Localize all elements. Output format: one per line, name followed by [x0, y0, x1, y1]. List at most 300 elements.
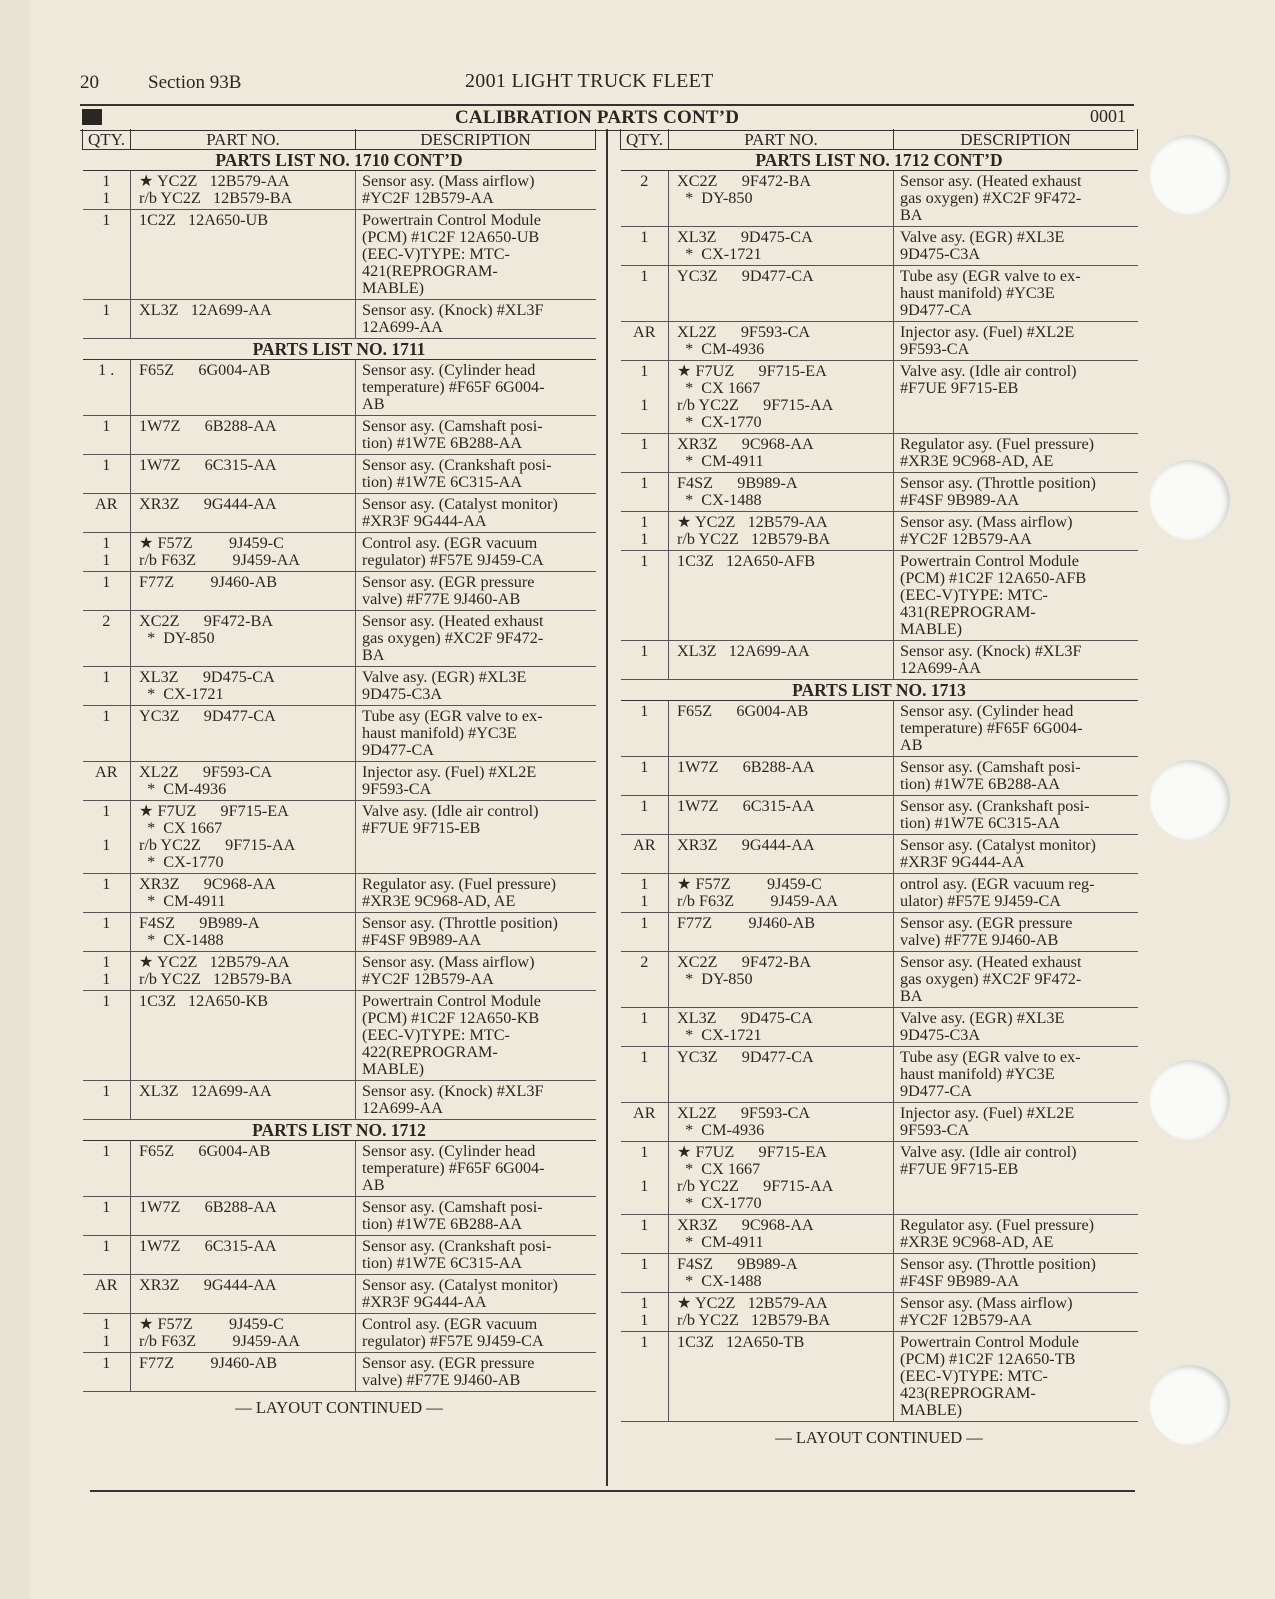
- description-cell-line: Powertrain Control Module: [900, 1333, 1079, 1351]
- part-no-cell-line: * CM-4936: [677, 1121, 765, 1139]
- right-parts-table: [620, 129, 1138, 1422]
- description-cell-line: Sensor asy. (Catalyst monitor): [900, 836, 1096, 854]
- qty-cell-line: 1: [102, 417, 111, 435]
- description-cell-line: 12A699-AA: [900, 659, 981, 677]
- description-cell-line: #YC2F 12B579-AA: [362, 970, 494, 988]
- part-no-cell-line: F77Z 9J460-AB: [677, 914, 816, 932]
- part-no-cell-line: 1C3Z 12A650-TB: [677, 1333, 805, 1351]
- calibration-banner: [80, 104, 1134, 131]
- part-no-cell-line: r/b YC2Z 12B579-BA: [677, 530, 831, 548]
- description-cell-line: (PCM) #1C2F 12A650-TB: [900, 1350, 1076, 1368]
- qty-cell-line: 1: [102, 551, 111, 569]
- description-cell-line: Tube asy (EGR valve to ex-: [900, 1048, 1081, 1066]
- part-no-cell: [131, 1314, 356, 1353]
- description-cell-line: Sensor asy. (Heated exhaust: [900, 953, 1082, 971]
- description-cell-line: Sensor asy. (Mass airflow): [362, 172, 535, 190]
- qty-cell-line: [625, 414, 665, 431]
- description-cell-line: 9D475-C3A: [900, 245, 981, 263]
- description-cell: [894, 171, 1138, 227]
- binder-hole: [1150, 1365, 1230, 1445]
- parts-list-title: PARTS LIST NO. 1712: [83, 1120, 596, 1141]
- qty-cell: [621, 434, 669, 473]
- part-no-cell-line: ★ F57Z 9J459-C: [139, 534, 284, 552]
- description-cell-line: tion) #1W7E 6B288-AA: [362, 1215, 523, 1233]
- document-title: 2001 LIGHT TRUCK FLEET: [465, 70, 714, 92]
- part-no-cell-line: XL3Z 9D475-CA: [677, 228, 813, 246]
- left-parts-body: [83, 150, 596, 1392]
- part-no-cell: [669, 361, 894, 434]
- table-row: [621, 322, 1138, 361]
- part-no-cell-line: ★ F7UZ 9F715-EA: [139, 802, 289, 820]
- description-cell-line: Sensor asy. (Cylinder head: [362, 1142, 536, 1160]
- description-cell: [356, 416, 596, 455]
- table-row: [621, 1254, 1138, 1293]
- description-cell-line: 423(REPROGRAM-: [900, 1384, 1036, 1402]
- qty-cell-line: 1: [102, 172, 111, 190]
- part-no-cell-line: 1W7Z 6B288-AA: [139, 417, 277, 435]
- table-row: [621, 913, 1138, 952]
- part-no-cell-line: * CM-4936: [139, 780, 227, 798]
- qty-cell-line: 1: [640, 552, 649, 570]
- qty-cell-line: 2: [640, 172, 649, 190]
- part-no-cell: [669, 1008, 894, 1047]
- description-cell-line: valve) #F77E 9J460-AB: [362, 590, 521, 608]
- qty-cell: [621, 1332, 669, 1422]
- description-cell-line: Sensor asy. (Camshaft posi-: [362, 417, 543, 435]
- description-cell-line: Sensor asy. (Catalyst monitor): [362, 495, 558, 513]
- part-no-cell: [131, 1353, 356, 1392]
- description-cell: [894, 361, 1138, 434]
- description-cell: [356, 572, 596, 611]
- description-cell-line: temperature) #F65F 6G004-: [362, 1159, 545, 1177]
- table-row: [83, 494, 596, 533]
- table-row: [621, 434, 1138, 473]
- qty-cell-line: 1: [102, 1082, 111, 1100]
- qty-cell: [83, 1141, 131, 1197]
- description-cell-line: haust manifold) #YC3E: [900, 284, 1055, 302]
- description-cell: [894, 1215, 1138, 1254]
- part-no-cell-line: XR3Z 9C968-AA: [677, 1216, 814, 1234]
- part-no-cell-line: XL3Z 12A699-AA: [139, 1082, 272, 1100]
- table-row: [621, 473, 1138, 512]
- qty-cell: [83, 1275, 131, 1314]
- part-no-cell: [131, 416, 356, 455]
- part-no-cell: [669, 512, 894, 551]
- description-cell-line: valve) #F77E 9J460-AB: [900, 931, 1059, 949]
- part-no-cell-line: * DY-850: [139, 629, 215, 647]
- description-cell-line: haust manifold) #YC3E: [900, 1065, 1055, 1083]
- description-cell-line: Sensor asy. (Mass airflow): [362, 953, 535, 971]
- description-cell-line: Regulator asy. (Fuel pressure): [900, 1216, 1095, 1234]
- qty-cell: [83, 913, 131, 952]
- part-no-cell: [669, 434, 894, 473]
- description-cell-line: tion) #1W7E 6C315-AA: [362, 1254, 523, 1272]
- qty-cell-line: 1: [102, 1142, 111, 1160]
- qty-cell-line: 1: [102, 992, 111, 1010]
- part-no-cell-line: XC2Z 9F472-BA: [677, 953, 812, 971]
- description-cell: [356, 1314, 596, 1353]
- qty-cell: [621, 473, 669, 512]
- description-cell-line: Sensor asy. (Heated exhaust: [900, 172, 1082, 190]
- description-cell-line: AB: [900, 736, 923, 754]
- qty-cell: [621, 171, 669, 227]
- binder-hole: [1150, 460, 1230, 540]
- description-cell-line: Sensor asy. (EGR pressure: [900, 914, 1073, 932]
- qty-cell: [83, 667, 131, 706]
- part-no-cell-line: YC3Z 9D477-CA: [139, 707, 276, 725]
- description-cell-line: (EEC-V)TYPE: MTC-: [900, 1367, 1048, 1385]
- part-no-cell-line: YC3Z 9D477-CA: [677, 1048, 814, 1066]
- part-no-cell: [131, 874, 356, 913]
- part-no-cell-line: * CX-1488: [139, 931, 224, 949]
- part-no-cell-line: XC2Z 9F472-BA: [677, 172, 812, 190]
- part-no-cell: [131, 991, 356, 1081]
- description-cell: [894, 874, 1138, 913]
- table-row: [621, 835, 1138, 874]
- table-row: [621, 641, 1138, 680]
- description-cell: [894, 1103, 1138, 1142]
- part-no-cell-line: * CX 1667: [677, 379, 761, 397]
- qty-cell: [83, 572, 131, 611]
- part-no-cell-line: r/b YC2Z 9F715-AA: [677, 396, 834, 414]
- part-no-cell: [669, 952, 894, 1008]
- description-cell-line: Sensor asy. (Heated exhaust: [362, 612, 544, 630]
- description-cell-line: #XR3E 9C968-AD, AE: [900, 1233, 1054, 1251]
- description-cell: [894, 1254, 1138, 1293]
- description-header: DESCRIPTION: [356, 129, 596, 150]
- part-no-cell-line: * CM-4911: [677, 1233, 764, 1251]
- description-cell-line: 9D475-C3A: [900, 1026, 981, 1044]
- part-no-cell-line: XC2Z 9F472-BA: [139, 612, 274, 630]
- part-no-cell: [669, 1103, 894, 1142]
- part-no-cell: [131, 1275, 356, 1314]
- part-no-cell-line: 1C2Z 12A650-UB: [139, 211, 269, 229]
- description-cell: [356, 874, 596, 913]
- description-cell: [894, 473, 1138, 512]
- part-no-cell: [131, 171, 356, 210]
- description-cell-line: tion) #1W7E 6B288-AA: [900, 775, 1061, 793]
- description-cell-line: #YC2F 12B579-AA: [900, 1311, 1032, 1329]
- part-no-cell-line: F77Z 9J460-AB: [139, 573, 278, 591]
- qty-cell-line: AR: [95, 763, 118, 781]
- description-cell: [894, 1008, 1138, 1047]
- description-cell-line: Powertrain Control Module: [900, 552, 1079, 570]
- table-row: [621, 1008, 1138, 1047]
- table-row: [83, 533, 596, 572]
- qty-cell-line: 1: [640, 530, 649, 548]
- qty-cell: [83, 171, 131, 210]
- part-no-cell-line: XL3Z 9D475-CA: [139, 668, 275, 686]
- qty-cell-line: 2: [102, 612, 111, 630]
- description-cell-line: BA: [362, 646, 385, 664]
- table-row: [83, 801, 596, 874]
- qty-cell: [621, 322, 669, 361]
- part-no-cell-line: ★ F7UZ 9F715-EA: [677, 1143, 827, 1161]
- qty-cell-line: 1: [640, 435, 649, 453]
- qty-cell: [621, 361, 669, 434]
- description-cell-line: Control asy. (EGR vacuum: [362, 534, 538, 552]
- part-no-cell: [131, 455, 356, 494]
- table-row: [621, 1293, 1138, 1332]
- qty-cell-line: 1: [102, 1198, 111, 1216]
- description-cell: [894, 1293, 1138, 1332]
- qty-cell-line: 1: [102, 189, 111, 207]
- table-row: [83, 1275, 596, 1314]
- description-cell: [894, 434, 1138, 473]
- qty-cell: [83, 874, 131, 913]
- description-cell-line: Valve asy. (EGR) #XL3E: [362, 668, 527, 686]
- qty-cell: [621, 512, 669, 551]
- part-no-cell-line: * CX 1667: [139, 819, 223, 837]
- qty-cell: [83, 1197, 131, 1236]
- description-cell-line: Sensor asy. (Throttle position): [900, 474, 1096, 492]
- description-cell-line: #YC2F 12B579-AA: [362, 189, 494, 207]
- left-parts-column: [82, 129, 596, 1418]
- banner-code: 0001: [1090, 106, 1126, 126]
- table-row: [83, 667, 596, 706]
- description-cell-line: Valve asy. (EGR) #XL3E: [900, 228, 1065, 246]
- part-no-cell-line: r/b YC2Z 9F715-AA: [139, 836, 296, 854]
- description-cell-line: MABLE): [362, 1060, 425, 1078]
- binder-hole: [1150, 760, 1230, 840]
- description-cell: [894, 913, 1138, 952]
- description-cell-line: 9D477-CA: [900, 301, 972, 319]
- description-cell-line: 9D477-CA: [362, 741, 434, 759]
- part-no-cell: [669, 835, 894, 874]
- description-cell-line: Sensor asy. (Knock) #XL3F: [900, 642, 1082, 660]
- description-cell-line: Sensor asy. (Knock) #XL3F: [362, 1082, 544, 1100]
- qty-cell: [83, 706, 131, 762]
- description-cell-line: #F4SF 9B989-AA: [900, 1272, 1020, 1290]
- part-no-cell: [131, 1236, 356, 1275]
- description-cell-line: Injector asy. (Fuel) #XL2E: [900, 1104, 1075, 1122]
- table-row: [83, 1141, 596, 1197]
- part-no-cell-line: XR3Z 9G444-AA: [677, 836, 815, 854]
- part-no-header: PART NO.: [131, 129, 356, 150]
- table-row: [621, 874, 1138, 913]
- part-no-cell-line: r/b F63Z 9J459-AA: [139, 1332, 300, 1350]
- description-cell-line: Sensor asy. (Mass airflow): [900, 513, 1073, 531]
- qty-cell-line: AR: [633, 323, 656, 341]
- description-cell: [356, 1081, 596, 1120]
- qty-cell: [621, 1103, 669, 1142]
- qty-cell: [621, 701, 669, 757]
- table-row: [621, 757, 1138, 796]
- description-cell-line: 422(REPROGRAM-: [362, 1043, 498, 1061]
- qty-cell-line: 1: [102, 914, 111, 932]
- description-cell-line: Sensor asy. (Throttle position): [900, 1255, 1096, 1273]
- part-no-cell-line: * CM-4911: [677, 452, 764, 470]
- qty-cell-line: 1: [640, 228, 649, 246]
- qty-cell: [621, 551, 669, 641]
- description-cell-line: #XR3F 9G444-AA: [362, 512, 487, 530]
- qty-cell: [621, 1215, 669, 1254]
- part-no-cell-line: * CX-1721: [677, 245, 762, 263]
- qty-cell: [83, 416, 131, 455]
- table-row: [83, 1314, 596, 1353]
- qty-cell: [83, 1353, 131, 1392]
- description-cell: [356, 1236, 596, 1275]
- qty-cell-line: AR: [633, 1104, 656, 1122]
- description-cell-line: Valve asy. (EGR) #XL3E: [900, 1009, 1065, 1027]
- parts-list-title: PARTS LIST NO. 1710 CONT’D: [83, 150, 596, 171]
- table-row: [83, 1353, 596, 1392]
- right-parts-column: [620, 129, 1138, 1448]
- part-no-cell-line: ★ YC2Z 12B579-AA: [677, 513, 828, 531]
- description-cell-line: (EEC-V)TYPE: MTC-: [900, 586, 1048, 604]
- description-cell-line: AB: [362, 395, 385, 413]
- parts-list-heading: [83, 339, 596, 360]
- part-no-cell: [131, 952, 356, 991]
- part-no-cell-line: XR3Z 9C968-AA: [139, 875, 276, 893]
- description-cell-line: #F7UE 9F715-EB: [900, 1160, 1019, 1178]
- section-marker-block: [82, 109, 102, 125]
- part-no-cell-line: * CX-1488: [677, 1272, 762, 1290]
- description-cell-line: #F7UE 9F715-EB: [362, 819, 481, 837]
- part-no-cell-line: F77Z 9J460-AB: [139, 1354, 278, 1372]
- qty-cell: [621, 227, 669, 266]
- description-cell-line: MABLE): [900, 620, 963, 638]
- part-no-cell-line: F65Z 6G004-AB: [139, 361, 271, 379]
- table-row: [83, 300, 596, 339]
- qty-cell-line: 1: [102, 1332, 111, 1350]
- qty-cell-line: 1: [102, 211, 111, 229]
- description-cell-line: tion) #1W7E 6C315-AA: [900, 814, 1061, 832]
- qty-cell: [621, 796, 669, 835]
- description-cell: [894, 266, 1138, 322]
- description-cell-line: 431(REPROGRAM-: [900, 603, 1036, 621]
- qty-cell-line: 1: [640, 758, 649, 776]
- qty-cell-line: 1: [640, 1255, 649, 1273]
- qty-cell-line: 1: [640, 875, 649, 893]
- part-no-cell-line: * CX-1770: [139, 853, 224, 871]
- description-cell-line: BA: [900, 206, 923, 224]
- description-cell-line: haust manifold) #YC3E: [362, 724, 517, 742]
- table-row: [83, 210, 596, 300]
- description-cell-line: 421(REPROGRAM-: [362, 262, 498, 280]
- description-cell-line: 9D477-CA: [900, 1082, 972, 1100]
- table-row: [83, 416, 596, 455]
- description-cell-line: Control asy. (EGR vacuum: [362, 1315, 538, 1333]
- description-cell-line: Sensor asy. (Crankshaft posi-: [362, 456, 552, 474]
- qty-header: QTY.: [621, 129, 669, 150]
- description-cell: [356, 360, 596, 416]
- qty-cell: [83, 952, 131, 991]
- table-row: [621, 227, 1138, 266]
- part-no-cell: [669, 473, 894, 512]
- qty-cell-line: 1: [640, 892, 649, 910]
- description-cell: [894, 322, 1138, 361]
- description-cell-line: Powertrain Control Module: [362, 992, 541, 1010]
- qty-cell: [83, 1314, 131, 1353]
- description-cell-line: (PCM) #1C2F 12A650-AFB: [900, 569, 1087, 587]
- part-no-cell: [669, 1254, 894, 1293]
- part-no-cell: [131, 913, 356, 952]
- qty-cell: [621, 835, 669, 874]
- qty-cell-line: AR: [95, 495, 118, 513]
- qty-cell: [83, 533, 131, 572]
- column-divider: [606, 129, 608, 1486]
- qty-cell-line: 1: [640, 642, 649, 660]
- table-row: [83, 360, 596, 416]
- part-no-cell-line: r/b F63Z 9J459-AA: [139, 551, 300, 569]
- part-no-cell: [131, 300, 356, 339]
- part-no-cell-line: * CX 1667: [677, 1160, 761, 1178]
- table-row: [83, 762, 596, 801]
- description-cell-line: ulator) #F57E 9J459-CA: [900, 892, 1061, 910]
- part-no-cell-line: YC3Z 9D477-CA: [677, 267, 814, 285]
- table-row: [621, 952, 1138, 1008]
- part-no-header: PART NO.: [669, 129, 894, 150]
- description-cell-line: 12A699-AA: [362, 318, 443, 336]
- part-no-cell: [669, 1047, 894, 1103]
- part-no-cell: [131, 762, 356, 801]
- qty-cell: [621, 757, 669, 796]
- qty-cell-line: 1: [640, 513, 649, 531]
- description-cell-line: regulator) #F57E 9J459-CA: [362, 1332, 544, 1350]
- description-cell: [356, 706, 596, 762]
- part-no-cell-line: 1W7Z 6C315-AA: [139, 456, 277, 474]
- parts-list-heading: [83, 150, 596, 171]
- qty-cell-line: 2: [640, 953, 649, 971]
- part-no-cell-line: F4SZ 9B989-A: [677, 474, 798, 492]
- part-no-cell-line: XL3Z 9D475-CA: [677, 1009, 813, 1027]
- description-cell-line: Tube asy (EGR valve to ex-: [362, 707, 543, 725]
- qty-cell: [621, 641, 669, 680]
- description-cell-line: temperature) #F65F 6G004-: [362, 378, 545, 396]
- description-cell: [356, 1275, 596, 1314]
- part-no-cell: [131, 667, 356, 706]
- layout-continued-note: — LAYOUT CONTINUED —: [775, 1428, 983, 1447]
- part-no-cell: [131, 1197, 356, 1236]
- part-no-cell: [669, 874, 894, 913]
- description-cell-line: valve) #F77E 9J460-AB: [362, 1371, 521, 1389]
- qty-cell-line: 1: [102, 802, 111, 820]
- part-no-cell: [669, 701, 894, 757]
- qty-cell: [83, 455, 131, 494]
- parts-list-heading: [83, 1120, 596, 1141]
- description-cell-line: AB: [362, 1176, 385, 1194]
- description-cell: [356, 1141, 596, 1197]
- qty-cell: [83, 494, 131, 533]
- part-no-cell-line: F4SZ 9B989-A: [677, 1255, 798, 1273]
- description-cell-line: (EEC-V)TYPE: MTC-: [362, 245, 510, 263]
- description-cell-line: Sensor asy. (Cylinder head: [362, 361, 536, 379]
- part-no-cell-line: ★ F57Z 9J459-C: [677, 875, 822, 893]
- table-row: [83, 991, 596, 1081]
- qty-cell-line: AR: [633, 836, 656, 854]
- part-no-cell-line: r/b YC2Z 12B579-BA: [677, 1311, 831, 1329]
- qty-cell-line: AR: [95, 1276, 118, 1294]
- table-row: [83, 952, 596, 991]
- part-no-cell-line: 1C3Z 12A650-KB: [139, 992, 269, 1010]
- qty-cell-line: 1: [640, 362, 649, 380]
- qty-cell: [83, 1236, 131, 1275]
- description-cell-line: Sensor asy. (Crankshaft posi-: [900, 797, 1090, 815]
- qty-cell-line: 1: [102, 875, 111, 893]
- description-cell-line: (PCM) #1C2F 12A650-KB: [362, 1009, 540, 1027]
- description-cell: [894, 757, 1138, 796]
- qty-cell-line: 1: [640, 1333, 649, 1351]
- description-cell: [894, 835, 1138, 874]
- description-cell: [894, 796, 1138, 835]
- parts-list-title: PARTS LIST NO. 1713: [621, 680, 1138, 701]
- part-no-cell-line: ★ YC2Z 12B579-AA: [139, 953, 290, 971]
- qty-cell-line: 1 .: [98, 361, 115, 379]
- description-cell-line: 9F593-CA: [362, 780, 432, 798]
- description-cell: [894, 1047, 1138, 1103]
- description-cell-line: Sensor asy. (Mass airflow): [900, 1294, 1073, 1312]
